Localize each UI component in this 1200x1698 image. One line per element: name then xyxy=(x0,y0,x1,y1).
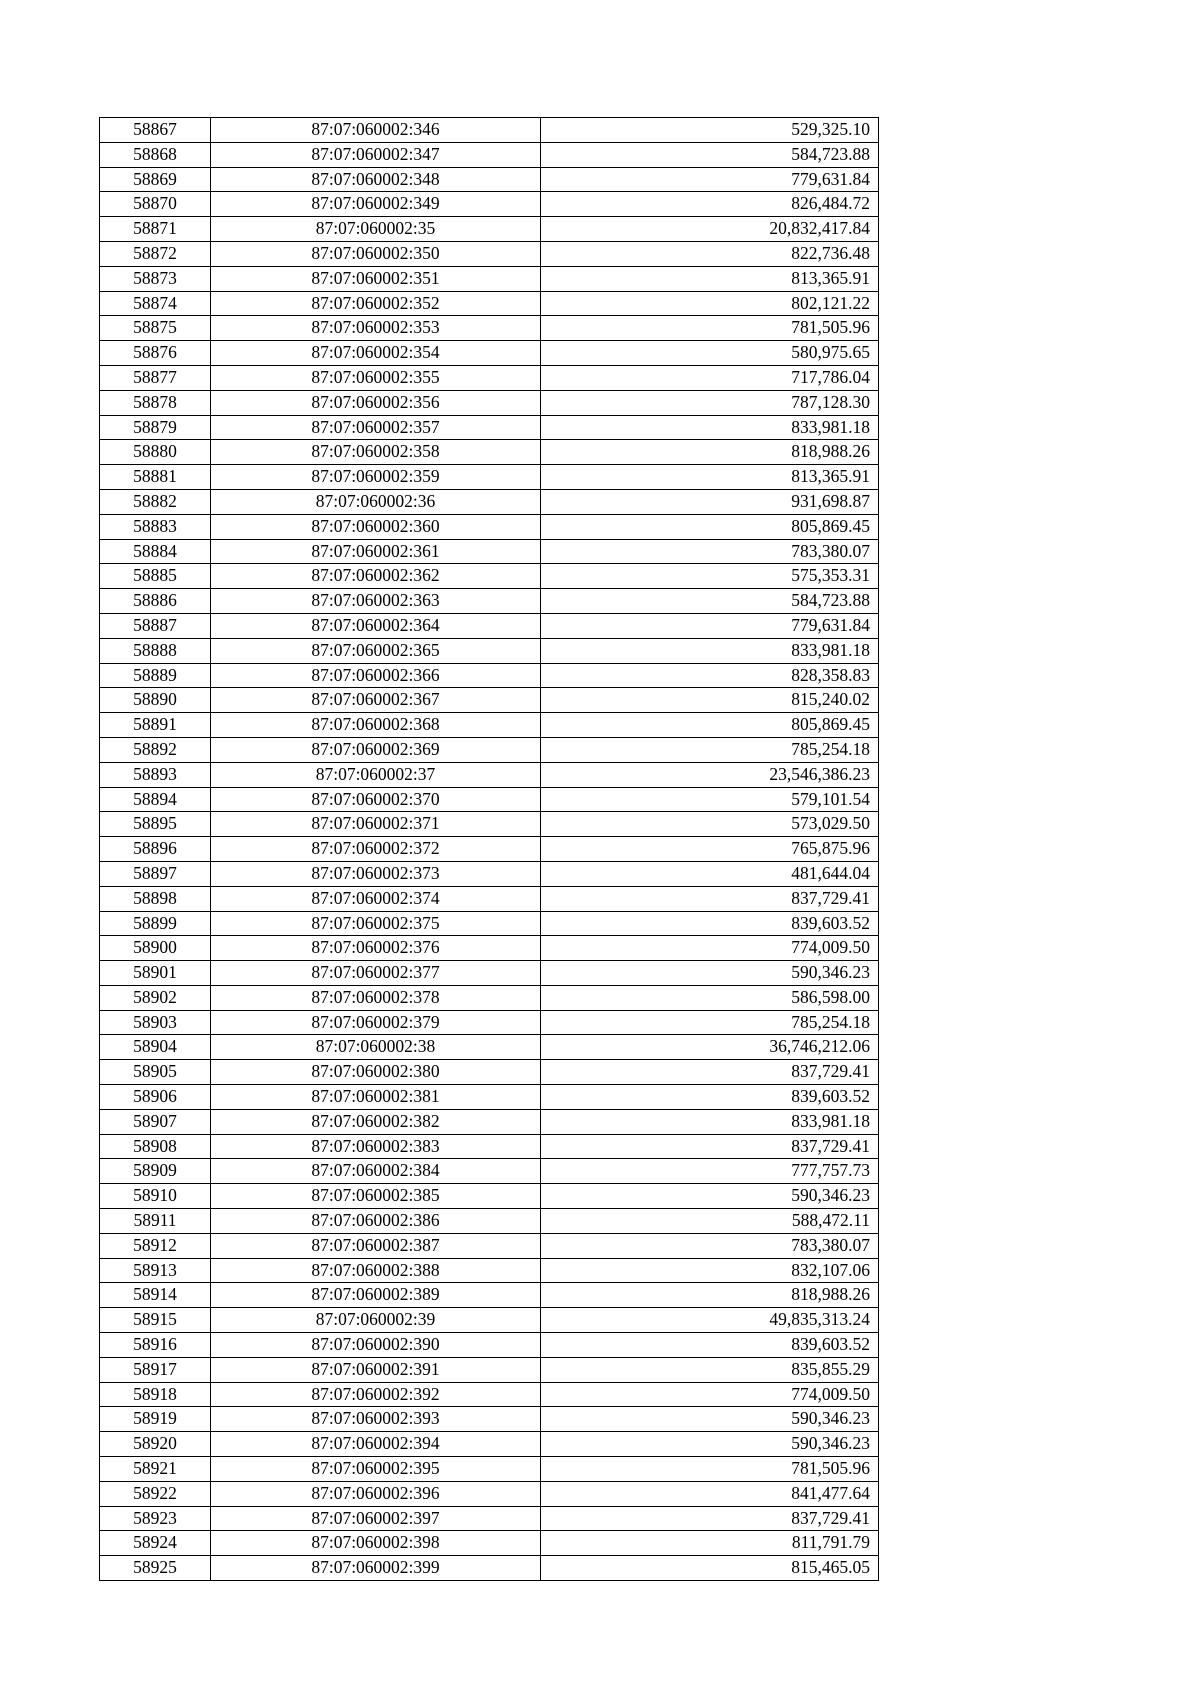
cadastral-value-cell: 841,477.64 xyxy=(541,1481,879,1506)
table-row xyxy=(100,1357,879,1382)
table-row xyxy=(100,936,879,961)
row-number-cell: 58882 xyxy=(100,489,211,514)
row-number-cell: 58868 xyxy=(100,142,211,167)
cadastral-number-cell: 87:07:060002:389 xyxy=(211,1283,541,1308)
table-row xyxy=(100,415,879,440)
row-number-cell: 58878 xyxy=(100,390,211,415)
cadastral-number-cell: 87:07:060002:350 xyxy=(211,241,541,266)
row-number-cell: 58897 xyxy=(100,861,211,886)
cadastral-value-cell: 837,729.41 xyxy=(541,886,879,911)
row-number-cell: 58920 xyxy=(100,1432,211,1457)
row-number-cell: 58909 xyxy=(100,1159,211,1184)
cadastral-value-cell: 49,835,313.24 xyxy=(541,1308,879,1333)
row-number-cell: 58914 xyxy=(100,1283,211,1308)
cadastral-number-cell: 87:07:060002:360 xyxy=(211,514,541,539)
table-row xyxy=(100,440,879,465)
row-number-cell: 58895 xyxy=(100,812,211,837)
row-number-cell: 58901 xyxy=(100,961,211,986)
cadastral-number-cell: 87:07:060002:366 xyxy=(211,663,541,688)
table-row xyxy=(100,217,879,242)
table-row xyxy=(100,613,879,638)
cadastral-value-cell: 813,365.91 xyxy=(541,465,879,490)
cadastral-number-cell: 87:07:060002:365 xyxy=(211,638,541,663)
cadastral-number-cell: 87:07:060002:368 xyxy=(211,713,541,738)
cadastral-number-cell: 87:07:060002:381 xyxy=(211,1085,541,1110)
cadastral-number-cell: 87:07:060002:386 xyxy=(211,1209,541,1234)
cadastral-value-cell: 590,346.23 xyxy=(541,1432,879,1457)
row-number-cell: 58877 xyxy=(100,365,211,390)
cadastral-number-cell: 87:07:060002:357 xyxy=(211,415,541,440)
row-number-cell: 58919 xyxy=(100,1407,211,1432)
cadastral-value-cell: 590,346.23 xyxy=(541,1184,879,1209)
cadastral-number-cell: 87:07:060002:394 xyxy=(211,1432,541,1457)
row-number-cell: 58899 xyxy=(100,911,211,936)
table-row xyxy=(100,961,879,986)
row-number-cell: 58916 xyxy=(100,1333,211,1358)
row-number-cell: 58915 xyxy=(100,1308,211,1333)
cadastral-value-cell: 833,981.18 xyxy=(541,638,879,663)
row-number-cell: 58887 xyxy=(100,613,211,638)
cadastral-value-cell: 588,472.11 xyxy=(541,1209,879,1234)
table-row xyxy=(100,514,879,539)
table-row xyxy=(100,1233,879,1258)
cadastral-value-cell: 777,757.73 xyxy=(541,1159,879,1184)
table-row xyxy=(100,167,879,192)
table-row xyxy=(100,638,879,663)
row-number-cell: 58921 xyxy=(100,1457,211,1482)
cadastral-number-cell: 87:07:060002:393 xyxy=(211,1407,541,1432)
cadastral-number-cell: 87:07:060002:371 xyxy=(211,812,541,837)
cadastral-number-cell: 87:07:060002:346 xyxy=(211,118,541,143)
table-row xyxy=(100,1457,879,1482)
table-row xyxy=(100,1159,879,1184)
cadastral-value-cell: 828,358.83 xyxy=(541,663,879,688)
cadastral-value-cell: 787,128.30 xyxy=(541,390,879,415)
table-row xyxy=(100,713,879,738)
table-row xyxy=(100,589,879,614)
row-number-cell: 58923 xyxy=(100,1506,211,1531)
cadastral-value-cell: 805,869.45 xyxy=(541,514,879,539)
table-body xyxy=(100,118,879,1581)
table-row xyxy=(100,465,879,490)
cadastral-value-cell: 818,988.26 xyxy=(541,1283,879,1308)
cadastral-value-cell: 839,603.52 xyxy=(541,1085,879,1110)
table-row xyxy=(100,1035,879,1060)
cadastral-value-cell: 832,107.06 xyxy=(541,1258,879,1283)
cadastral-value-cell: 781,505.96 xyxy=(541,316,879,341)
row-number-cell: 58890 xyxy=(100,688,211,713)
row-number-cell: 58900 xyxy=(100,936,211,961)
row-number-cell: 58910 xyxy=(100,1184,211,1209)
cadastral-value-cell: 579,101.54 xyxy=(541,787,879,812)
cadastral-value-cell: 783,380.07 xyxy=(541,539,879,564)
cadastral-number-cell: 87:07:060002:390 xyxy=(211,1333,541,1358)
cadastral-value-cell: 573,029.50 xyxy=(541,812,879,837)
cadastral-value-cell: 785,254.18 xyxy=(541,737,879,762)
cadastral-value-cell: 815,240.02 xyxy=(541,688,879,713)
cadastral-number-cell: 87:07:060002:367 xyxy=(211,688,541,713)
cadastral-value-cell: 815,465.05 xyxy=(541,1556,879,1581)
cadastral-value-cell: 826,484.72 xyxy=(541,192,879,217)
table-row xyxy=(100,1506,879,1531)
cadastral-number-cell: 87:07:060002:384 xyxy=(211,1159,541,1184)
table-row xyxy=(100,1085,879,1110)
cadastral-number-cell: 87:07:060002:396 xyxy=(211,1481,541,1506)
table-row xyxy=(100,489,879,514)
table-row xyxy=(100,1134,879,1159)
row-number-cell: 58870 xyxy=(100,192,211,217)
table-row xyxy=(100,663,879,688)
cadastral-value-cell: 818,988.26 xyxy=(541,440,879,465)
row-number-cell: 58885 xyxy=(100,564,211,589)
row-number-cell: 58911 xyxy=(100,1209,211,1234)
table-row xyxy=(100,1481,879,1506)
cadastral-number-cell: 87:07:060002:369 xyxy=(211,737,541,762)
cadastral-number-cell: 87:07:060002:392 xyxy=(211,1382,541,1407)
cadastral-number-cell: 87:07:060002:352 xyxy=(211,291,541,316)
table-row xyxy=(100,1333,879,1358)
cadastral-number-cell: 87:07:060002:39 xyxy=(211,1308,541,1333)
cadastral-number-cell: 87:07:060002:362 xyxy=(211,564,541,589)
cadastral-number-cell: 87:07:060002:36 xyxy=(211,489,541,514)
cadastral-number-cell: 87:07:060002:372 xyxy=(211,837,541,862)
table-row xyxy=(100,1308,879,1333)
row-number-cell: 58876 xyxy=(100,341,211,366)
cadastral-number-cell: 87:07:060002:383 xyxy=(211,1134,541,1159)
table-row xyxy=(100,1060,879,1085)
row-number-cell: 58880 xyxy=(100,440,211,465)
table-row xyxy=(100,886,879,911)
cadastral-number-cell: 87:07:060002:375 xyxy=(211,911,541,936)
cadastral-number-cell: 87:07:060002:387 xyxy=(211,1233,541,1258)
table-row xyxy=(100,911,879,936)
cadastral-value-cell: 839,603.52 xyxy=(541,911,879,936)
cadastral-value-table xyxy=(99,117,879,1581)
cadastral-value-cell: 575,353.31 xyxy=(541,564,879,589)
row-number-cell: 58925 xyxy=(100,1556,211,1581)
row-number-cell: 58892 xyxy=(100,737,211,762)
row-number-cell: 58888 xyxy=(100,638,211,663)
cadastral-value-cell: 779,631.84 xyxy=(541,167,879,192)
row-number-cell: 58891 xyxy=(100,713,211,738)
cadastral-value-cell: 590,346.23 xyxy=(541,1407,879,1432)
cadastral-value-cell: 779,631.84 xyxy=(541,613,879,638)
row-number-cell: 58873 xyxy=(100,266,211,291)
cadastral-value-cell: 23,546,386.23 xyxy=(541,762,879,787)
cadastral-value-cell: 584,723.88 xyxy=(541,142,879,167)
row-number-cell: 58918 xyxy=(100,1382,211,1407)
cadastral-number-cell: 87:07:060002:388 xyxy=(211,1258,541,1283)
cadastral-number-cell: 87:07:060002:347 xyxy=(211,142,541,167)
cadastral-value-cell: 839,603.52 xyxy=(541,1333,879,1358)
cadastral-number-cell: 87:07:060002:378 xyxy=(211,985,541,1010)
cadastral-value-cell: 833,981.18 xyxy=(541,1109,879,1134)
table-row xyxy=(100,861,879,886)
cadastral-number-cell: 87:07:060002:358 xyxy=(211,440,541,465)
table-row xyxy=(100,539,879,564)
cadastral-value-cell: 481,644.04 xyxy=(541,861,879,886)
cadastral-number-cell: 87:07:060002:35 xyxy=(211,217,541,242)
table-row xyxy=(100,688,879,713)
table-row xyxy=(100,1407,879,1432)
table-row xyxy=(100,1432,879,1457)
row-number-cell: 58894 xyxy=(100,787,211,812)
cadastral-value-cell: 822,736.48 xyxy=(541,241,879,266)
cadastral-number-cell: 87:07:060002:37 xyxy=(211,762,541,787)
cadastral-number-cell: 87:07:060002:359 xyxy=(211,465,541,490)
table-row xyxy=(100,1010,879,1035)
cadastral-number-cell: 87:07:060002:391 xyxy=(211,1357,541,1382)
cadastral-number-cell: 87:07:060002:38 xyxy=(211,1035,541,1060)
row-number-cell: 58867 xyxy=(100,118,211,143)
table-row xyxy=(100,1382,879,1407)
row-number-cell: 58879 xyxy=(100,415,211,440)
table-row xyxy=(100,837,879,862)
cadastral-value-cell: 580,975.65 xyxy=(541,341,879,366)
table-row xyxy=(100,1531,879,1556)
table-row xyxy=(100,737,879,762)
table-row xyxy=(100,365,879,390)
cadastral-number-cell: 87:07:060002:370 xyxy=(211,787,541,812)
cadastral-number-cell: 87:07:060002:349 xyxy=(211,192,541,217)
cadastral-value-cell: 835,855.29 xyxy=(541,1357,879,1382)
table-row xyxy=(100,241,879,266)
row-number-cell: 58884 xyxy=(100,539,211,564)
table-row xyxy=(100,192,879,217)
cadastral-number-cell: 87:07:060002:351 xyxy=(211,266,541,291)
table-row xyxy=(100,787,879,812)
cadastral-value-cell: 774,009.50 xyxy=(541,1382,879,1407)
table-row xyxy=(100,316,879,341)
cadastral-value-cell: 765,875.96 xyxy=(541,837,879,862)
table-row xyxy=(100,1556,879,1581)
row-number-cell: 58904 xyxy=(100,1035,211,1060)
row-number-cell: 58907 xyxy=(100,1109,211,1134)
cadastral-number-cell: 87:07:060002:382 xyxy=(211,1109,541,1134)
cadastral-value-cell: 36,746,212.06 xyxy=(541,1035,879,1060)
table-row xyxy=(100,390,879,415)
cadastral-number-cell: 87:07:060002:399 xyxy=(211,1556,541,1581)
cadastral-number-cell: 87:07:060002:373 xyxy=(211,861,541,886)
row-number-cell: 58903 xyxy=(100,1010,211,1035)
table-row xyxy=(100,291,879,316)
cadastral-value-cell: 774,009.50 xyxy=(541,936,879,961)
cadastral-number-cell: 87:07:060002:374 xyxy=(211,886,541,911)
cadastral-value-cell: 584,723.88 xyxy=(541,589,879,614)
cadastral-number-cell: 87:07:060002:380 xyxy=(211,1060,541,1085)
cadastral-value-cell: 813,365.91 xyxy=(541,266,879,291)
row-number-cell: 58871 xyxy=(100,217,211,242)
table-row xyxy=(100,142,879,167)
cadastral-value-cell: 837,729.41 xyxy=(541,1506,879,1531)
cadastral-value-cell: 586,598.00 xyxy=(541,985,879,1010)
table-row xyxy=(100,341,879,366)
cadastral-value-cell: 931,698.87 xyxy=(541,489,879,514)
row-number-cell: 58881 xyxy=(100,465,211,490)
row-number-cell: 58886 xyxy=(100,589,211,614)
cadastral-number-cell: 87:07:060002:353 xyxy=(211,316,541,341)
row-number-cell: 58893 xyxy=(100,762,211,787)
table-row xyxy=(100,266,879,291)
row-number-cell: 58898 xyxy=(100,886,211,911)
cadastral-value-cell: 785,254.18 xyxy=(541,1010,879,1035)
cadastral-number-cell: 87:07:060002:354 xyxy=(211,341,541,366)
cadastral-number-cell: 87:07:060002:348 xyxy=(211,167,541,192)
table-row xyxy=(100,1109,879,1134)
cadastral-value-cell: 833,981.18 xyxy=(541,415,879,440)
row-number-cell: 58924 xyxy=(100,1531,211,1556)
cadastral-number-cell: 87:07:060002:355 xyxy=(211,365,541,390)
table-row xyxy=(100,1283,879,1308)
row-number-cell: 58913 xyxy=(100,1258,211,1283)
cadastral-number-cell: 87:07:060002:385 xyxy=(211,1184,541,1209)
row-number-cell: 58922 xyxy=(100,1481,211,1506)
cadastral-number-cell: 87:07:060002:363 xyxy=(211,589,541,614)
cadastral-value-cell: 805,869.45 xyxy=(541,713,879,738)
row-number-cell: 58883 xyxy=(100,514,211,539)
cadastral-number-cell: 87:07:060002:397 xyxy=(211,1506,541,1531)
cadastral-number-cell: 87:07:060002:356 xyxy=(211,390,541,415)
row-number-cell: 58874 xyxy=(100,291,211,316)
cadastral-value-cell: 811,791.79 xyxy=(541,1531,879,1556)
row-number-cell: 58869 xyxy=(100,167,211,192)
table-row xyxy=(100,1184,879,1209)
cadastral-number-cell: 87:07:060002:398 xyxy=(211,1531,541,1556)
cadastral-number-cell: 87:07:060002:376 xyxy=(211,936,541,961)
cadastral-value-cell: 781,505.96 xyxy=(541,1457,879,1482)
cadastral-value-cell: 837,729.41 xyxy=(541,1060,879,1085)
row-number-cell: 58872 xyxy=(100,241,211,266)
table-row xyxy=(100,564,879,589)
row-number-cell: 58908 xyxy=(100,1134,211,1159)
table-row xyxy=(100,762,879,787)
cadastral-value-cell: 802,121.22 xyxy=(541,291,879,316)
row-number-cell: 58896 xyxy=(100,837,211,862)
row-number-cell: 58917 xyxy=(100,1357,211,1382)
table-row xyxy=(100,812,879,837)
row-number-cell: 58875 xyxy=(100,316,211,341)
row-number-cell: 58912 xyxy=(100,1233,211,1258)
cadastral-number-cell: 87:07:060002:379 xyxy=(211,1010,541,1035)
cadastral-value-cell: 837,729.41 xyxy=(541,1134,879,1159)
cadastral-value-cell: 529,325.10 xyxy=(541,118,879,143)
cadastral-value-cell: 20,832,417.84 xyxy=(541,217,879,242)
cadastral-number-cell: 87:07:060002:395 xyxy=(211,1457,541,1482)
row-number-cell: 58905 xyxy=(100,1060,211,1085)
cadastral-number-cell: 87:07:060002:361 xyxy=(211,539,541,564)
table-row xyxy=(100,1209,879,1234)
row-number-cell: 58902 xyxy=(100,985,211,1010)
cadastral-value-cell: 590,346.23 xyxy=(541,961,879,986)
table-row xyxy=(100,118,879,143)
cadastral-value-cell: 783,380.07 xyxy=(541,1233,879,1258)
cadastral-number-cell: 87:07:060002:364 xyxy=(211,613,541,638)
cadastral-number-cell: 87:07:060002:377 xyxy=(211,961,541,986)
row-number-cell: 58889 xyxy=(100,663,211,688)
table-row xyxy=(100,1258,879,1283)
table-row xyxy=(100,985,879,1010)
row-number-cell: 58906 xyxy=(100,1085,211,1110)
cadastral-value-cell: 717,786.04 xyxy=(541,365,879,390)
